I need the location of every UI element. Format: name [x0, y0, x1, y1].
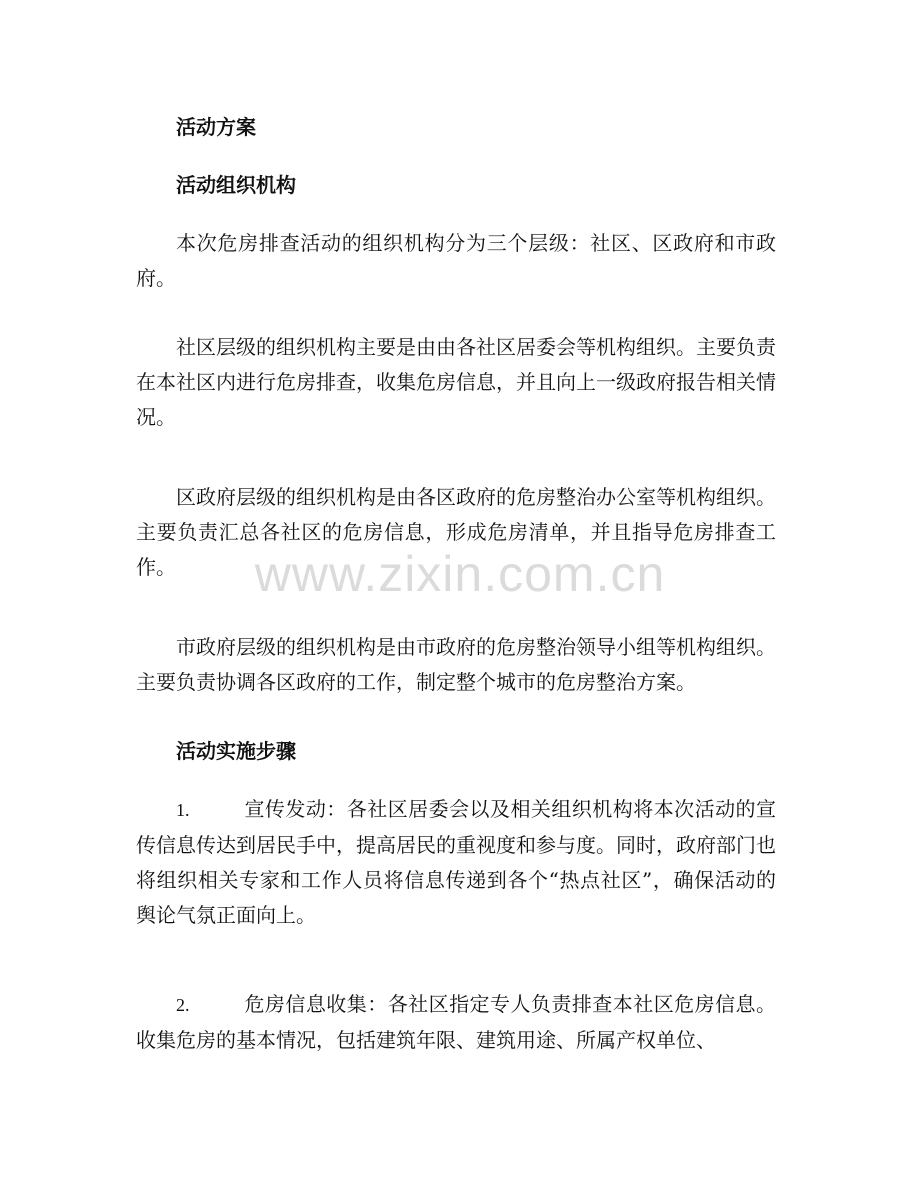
section-heading-organization: 活动组织机构: [176, 173, 296, 197]
list-item-step-2: [136, 987, 776, 1058]
paragraph-organization-levels: 本次危房排查活动的组织机构分为三个层级：社区、区政府和市政府。: [136, 231, 776, 290]
list-item-step-1: [136, 792, 776, 933]
list-item-text: 宣传发动：各社区居委会以及相关组织机构将本次活动的宣传信息传达到居民手中，提高居民的重视度和参与度。同时，政府部门也将组织相关专家和工作人员将信息传递到各个“热点社区”，确保活动的舆论气氛正面向上。: [136, 797, 776, 927]
list-number: 1.: [176, 800, 190, 820]
paragraph-community-level: 社区层级的组织机构主要是由由各社区居委会等机构组织。主要负责在本社区内进行危房排查，收集危房信息，并且向上一级政府报告相关情况。: [136, 335, 776, 429]
list-number: 2.: [176, 995, 190, 1015]
watermark: www.zixin.com.cn: [254, 546, 666, 602]
paragraph-district-level: 区政府层级的组织机构是由各区政府的危房整治办公室等机构组织。主要负责汇总各社区的危房信息，形成危房清单，并且指导危房排查工作。: [136, 485, 776, 579]
section-heading-steps: 活动实施步骤: [176, 739, 296, 763]
paragraph-city-level: 市政府层级的组织机构是由市政府的危房整治领导小组等机构组织。主要负责协调各区政府的工作，制定整个城市的危房整治方案。: [136, 635, 776, 694]
list-item-text: 危房信息收集：各社区指定专人负责排查本社区危房信息。收集危房的基本情况，包括建筑年限、建筑用途、所属产权单位、: [136, 992, 776, 1052]
document-title: 活动方案: [176, 115, 256, 139]
